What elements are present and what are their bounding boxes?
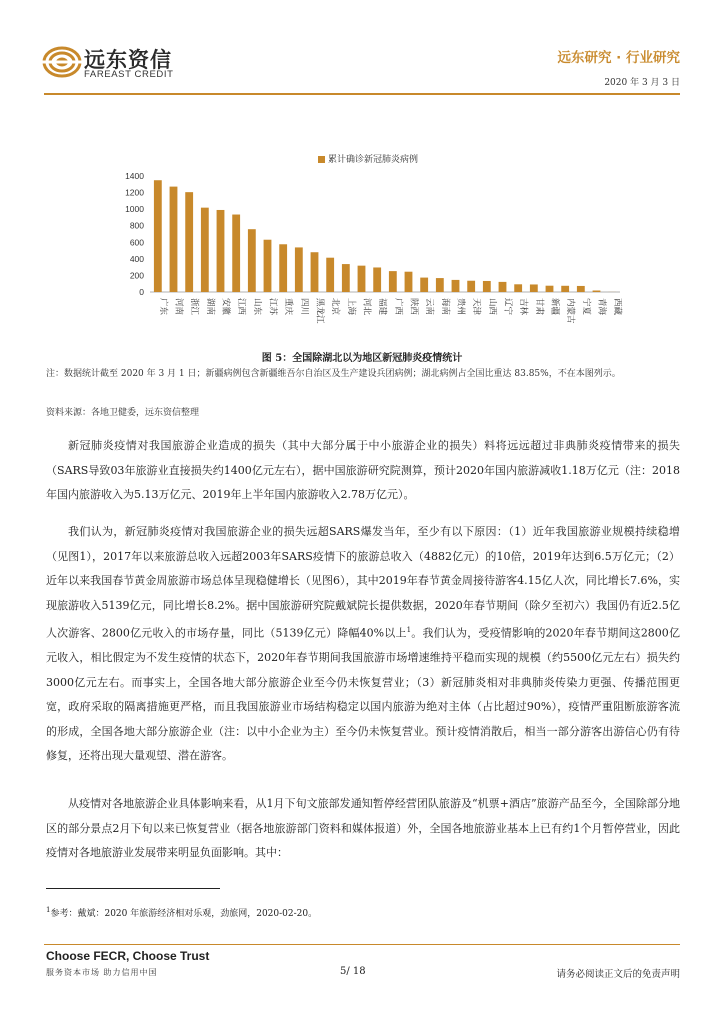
y-tick-label: 1000: [125, 204, 144, 215]
bar: [295, 247, 303, 292]
figure-caption: 图 5：全国除湖北以为地区新冠肺炎疫情统计: [261, 353, 463, 364]
bar: [232, 215, 240, 292]
legend-swatch: [318, 156, 325, 163]
x-tick-label: 上海: [345, 298, 356, 316]
x-tick-label: 内蒙古: [565, 298, 576, 324]
paragraph-2-part-a: 我们认为，新冠肺炎疫情对我国旅游企业的损失远超SARS爆发当年，至少有以下原因：（1）近年我国旅游业规模持续稳增（见图1），2017年以来旅游总收入远超2003年SARS疫情下的旅游总收入（4882亿元）的10倍，2019年达到6.5万亿元；（2）近年以来我国春节黄金周旅游市场总体呈现稳健增长（见图6），其中2019年春节黄金周接待游客4.15亿人次，同比增长7.6%，实现旅游收入5139亿元，同比增长8.2%。据中国旅游研究院戴斌院长提供数据，2020年春节期间（除夕至初六）我国仍有近2.5亿人次游客、2800亿元收入的市场存量，同比（5139亿元）降幅40%以上: [46, 525, 680, 640]
bar: [217, 210, 225, 292]
bar: [483, 281, 491, 292]
report-date: 2020 年 3 月 3 日: [604, 78, 680, 88]
bar: [467, 281, 475, 292]
footer-divider: [44, 944, 680, 945]
header-divider: [44, 93, 680, 95]
bar: [514, 284, 522, 292]
x-tick-label: 安徽: [220, 298, 231, 316]
figure-note: 注：数据统计截至 2020 年 3 月 1 日；新疆病例包含新疆维吾尔自治区及生产建设兵团病例；湖北病例占全国比重达 83.85%，不在本图列示。: [46, 369, 621, 379]
bar: [499, 282, 507, 292]
x-tick-label: 浙江: [189, 298, 200, 316]
x-tick-label: 广西: [392, 298, 403, 316]
x-tick-label: 宁夏: [580, 298, 591, 316]
y-tick-label: 0: [139, 287, 144, 297]
bar: [185, 192, 193, 292]
company-name-en: FAREAST CREDIT: [84, 69, 174, 80]
paragraph-1: 新冠肺炎疫情对我国旅游企业造成的损失（其中大部分属于中小旅游企业的损失）料将远远超过非典肺炎疫情带来的损失（SARS导致03年旅游业直接损失约1400亿元左右），据中国旅游研究院测算，预计2020年国内旅游减收1.18万亿元（注：2018年国内旅游收入为5.13万亿元、2019年上半年国内旅游收入2.78万亿元）。: [46, 439, 681, 501]
bar: [358, 266, 366, 292]
y-tick-label: 1400: [125, 171, 144, 181]
bar: [264, 240, 272, 292]
figure-source: 资料来源：各地卫健委，远东资信整理: [46, 408, 200, 418]
x-tick-label: 辽宁: [502, 298, 513, 316]
y-tick-label: 200: [129, 270, 144, 281]
bar: [342, 264, 350, 292]
chart-legend: [318, 152, 418, 165]
legend-label: 累计确诊新冠肺炎病例: [328, 155, 419, 165]
footer-subtitle: 服务资本市场 助力信用中国: [46, 968, 158, 977]
x-tick-label: 贵州: [455, 298, 466, 316]
footnote-text: 参考：戴斌：2020 年旅游经济相对乐观，劲旅网，2020-02-20。: [50, 909, 318, 919]
bar: [248, 229, 256, 292]
bar: [405, 272, 413, 292]
x-tick-label: 天津: [471, 298, 482, 316]
x-tick-label: 北京: [330, 298, 341, 316]
x-tick-label: 海南: [439, 298, 450, 316]
bar: [561, 286, 569, 292]
bar: [154, 180, 162, 292]
x-tick-label: 山西: [486, 298, 497, 316]
footnote: [46, 906, 317, 919]
x-tick-label: 西藏: [612, 298, 623, 316]
x-tick-label: 重庆: [283, 298, 294, 316]
x-tick-label: 河北: [361, 298, 372, 316]
y-tick-label: 1200: [125, 187, 144, 198]
bar: [373, 267, 381, 292]
x-tick-label: 江苏: [267, 298, 278, 316]
bar: [311, 252, 319, 292]
x-tick-label: 江西: [236, 298, 247, 316]
x-tick-label: 新疆: [549, 298, 560, 316]
bar: [546, 286, 554, 292]
page-number: 5/ 18: [340, 966, 366, 977]
bar: [436, 278, 444, 292]
report-section: 远东研究 · 行业研究: [557, 50, 680, 66]
paragraph-3: 从疫情对各地旅游企业具体影响来看，从1月下旬文旅部发通知暂停经营团队旅游及“机票+酒店”旅游产品至今，全国除部分地区的部分景点2月下旬以来已恢复营业（据各地旅游部门资料和媒体报道）外，全国各地旅游业基本上已有约1个月暂停营业，因此疫情对各地旅游业发展带来明显负面影响。其中：: [46, 797, 680, 859]
x-tick-label: 黑龙江: [314, 298, 325, 324]
bar: [593, 291, 601, 292]
footnote-divider: [46, 888, 220, 889]
bar: [279, 244, 287, 292]
bar: [326, 258, 334, 292]
x-tick-label: 广东: [157, 298, 168, 316]
x-tick-label: 河南: [173, 298, 184, 316]
logo-mark-icon: [42, 42, 82, 82]
x-tick-label: 山东: [251, 298, 262, 316]
y-tick-label: 600: [129, 237, 144, 248]
footer-slogan: Choose FECR, Choose Trust: [46, 949, 210, 963]
footnote-ref[interactable]: 1: [406, 626, 412, 634]
bar: [201, 208, 209, 292]
paragraph-2: [46, 520, 680, 769]
x-tick-label: 福建: [377, 298, 388, 316]
x-tick-label: 四川: [298, 298, 309, 316]
y-tick-label: 800: [129, 220, 144, 231]
bar-chart: [110, 168, 630, 340]
x-tick-label: 青海: [596, 298, 607, 316]
disclaimer-link[interactable]: 请务必阅读正文后的免责声明: [556, 969, 680, 980]
bar: [577, 286, 585, 292]
bar: [530, 284, 538, 292]
bar: [452, 280, 460, 292]
x-tick-label: 云南: [424, 298, 435, 316]
x-tick-label: 陕西: [408, 298, 419, 316]
x-tick-label: 湖南: [204, 298, 215, 316]
bar: [389, 271, 397, 292]
bar: [170, 187, 178, 292]
x-tick-label: 甘肃: [533, 298, 544, 316]
company-logo: [42, 42, 82, 82]
footnote-mark: 1: [46, 906, 51, 914]
paragraph-2-part-b: 。我们认为，受疫情影响的2020年春节期间这2800亿元收入，相比假定为不发生疫情的状态下，2020年春节期间我国旅游市场增速维持平稳而实现的规模（约5500亿元左右）损失约3000亿元左右。而事实上，全国各地大部分旅游企业至今仍未恢复营业；（3）新冠肺炎相对非典肺炎传染力更强、传播范围更宽，政府采取的隔离措施更严格，而且我国旅游业市场结构稳定以国内旅游为绝对主体（占比超过90%），疫情严重阻断旅游客流的形成，全国各地大部分旅游企业（注：以中小企业为主）至今仍未恢复营业。预计疫情消散后，相当一部分游客出游信心仍有待修复，还将出现大量观望、潜在游客。: [46, 626, 680, 763]
x-tick-label: 吉林: [518, 298, 529, 316]
company-name-cn: 远东资信: [84, 48, 172, 72]
bar: [420, 278, 428, 292]
y-tick-label: 400: [129, 253, 144, 264]
